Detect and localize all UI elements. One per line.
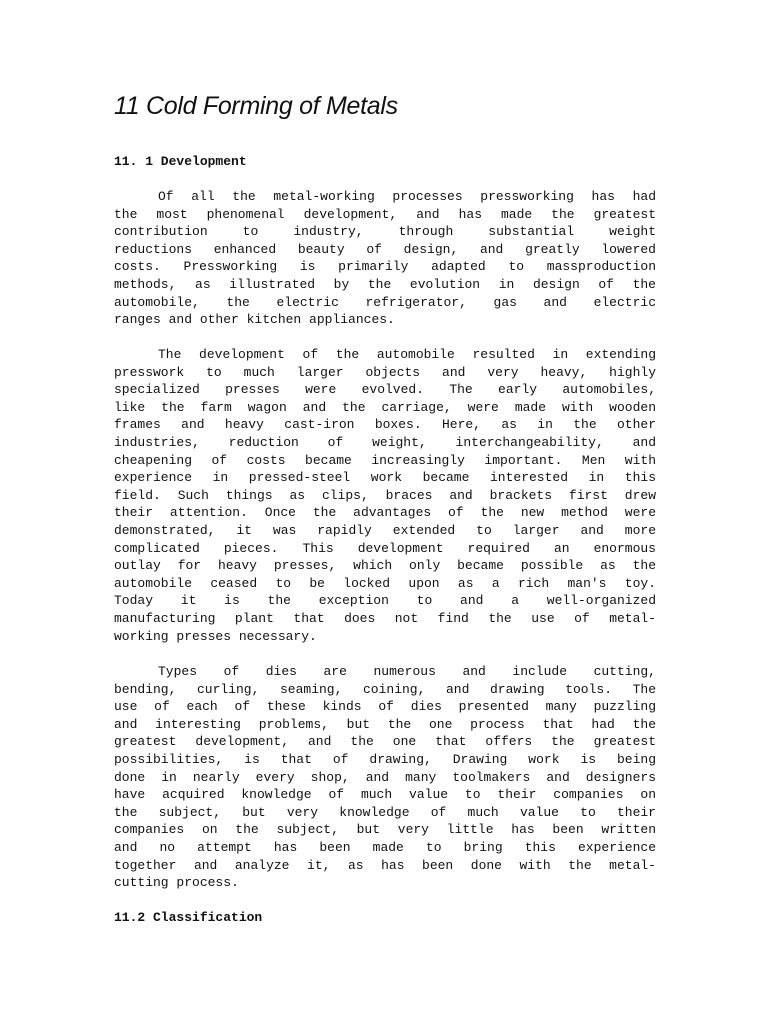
- paragraph-line: cutting process.: [114, 875, 239, 891]
- paragraph-line: cheapening of costs became increasingly important. Men with: [114, 452, 656, 468]
- paragraph-line: automobile ceased to be locked upon as a rich man's toy.: [114, 575, 656, 591]
- paragraph-line: ranges and other kitchen appliances.: [114, 312, 395, 328]
- paragraph-line: together and analyze it, as has been done with the metal-: [114, 857, 656, 873]
- paragraph-line: the most phenomenal development, and has made the greatest: [114, 206, 656, 222]
- paragraph-line: frames and heavy cast-iron boxes. Here, as in the other: [114, 417, 656, 433]
- paragraph-1: [114, 188, 656, 329]
- chapter-title: 11 Cold Forming of Metals: [114, 92, 398, 120]
- paragraph-3: [114, 663, 656, 892]
- paragraph-line: contribution to industry, through substantial weight: [114, 224, 656, 240]
- paragraph-line: automobile, the electric refrigerator, gas and electric: [114, 294, 656, 310]
- paragraph-line: methods, as illustrated by the evolution in design of the: [114, 276, 656, 292]
- paragraph-line: working presses necessary.: [114, 628, 317, 644]
- paragraph-line: companies on the subject, but very little has been written: [114, 822, 656, 838]
- paragraph-line: have acquired knowledge of much value to their companies on: [114, 787, 656, 803]
- section-heading-classification: 11.2 Classification: [114, 910, 263, 925]
- paragraph-line: and no attempt has been made to bring this experience: [114, 839, 656, 855]
- paragraph-line: Of all the metal-working processes pressworking has had: [158, 189, 656, 204]
- paragraph-line: Today it is the exception to and a well-organized: [114, 593, 656, 609]
- paragraph-line: like the farm wagon and the carriage, were made with wooden: [114, 399, 656, 415]
- paragraph-line: costs. Pressworking is primarily adapted to massproduction: [114, 259, 656, 275]
- paragraph-line: field. Such things as clips, braces and brackets first drew: [114, 487, 656, 503]
- paragraph-line: The development of the automobile resulted in extending: [158, 347, 656, 362]
- paragraph-line: possibilities, is that of drawing, Drawing work is being: [114, 751, 656, 767]
- paragraph-2: [114, 346, 656, 645]
- paragraph-line: industries, reduction of weight, interchangeability, and: [114, 434, 656, 450]
- paragraph-line: their attention. Once the advantages of the new method were: [114, 505, 656, 521]
- paragraph-line: bending, curling, seaming, coining, and drawing tools. The: [114, 681, 656, 697]
- paragraph-line: presswork to much larger objects and very heavy, highly: [114, 364, 656, 380]
- paragraph-line: greatest development, and the one that offers the greatest: [114, 734, 656, 750]
- paragraph-line: experience in pressed-steel work became interested in this: [114, 470, 656, 486]
- paragraph-line: and interesting problems, but the one process that had the: [114, 716, 656, 732]
- paragraph-line: done in nearly every shop, and many toolmakers and designers: [114, 769, 656, 785]
- paragraph-line: complicated pieces. This development required an enormous: [114, 540, 656, 556]
- section-heading-development: 11. 1 Development: [114, 154, 247, 169]
- paragraph-line: use of each of these kinds of dies presented many puzzling: [114, 699, 656, 715]
- paragraph-line: specialized presses were evolved. The early automobiles,: [114, 382, 656, 398]
- paragraph-line: reductions enhanced beauty of design, and greatly lowered: [114, 241, 656, 257]
- paragraph-line: the subject, but very knowledge of much value to their: [114, 804, 656, 820]
- paragraph-line: Types of dies are numerous and include cutting,: [158, 664, 656, 679]
- paragraph-line: demonstrated, it was rapidly extended to larger and more: [114, 522, 656, 538]
- paragraph-line: manufacturing plant that does not find the use of metal-: [114, 610, 656, 626]
- paragraph-line: outlay for heavy presses, which only became possible as the: [114, 558, 656, 574]
